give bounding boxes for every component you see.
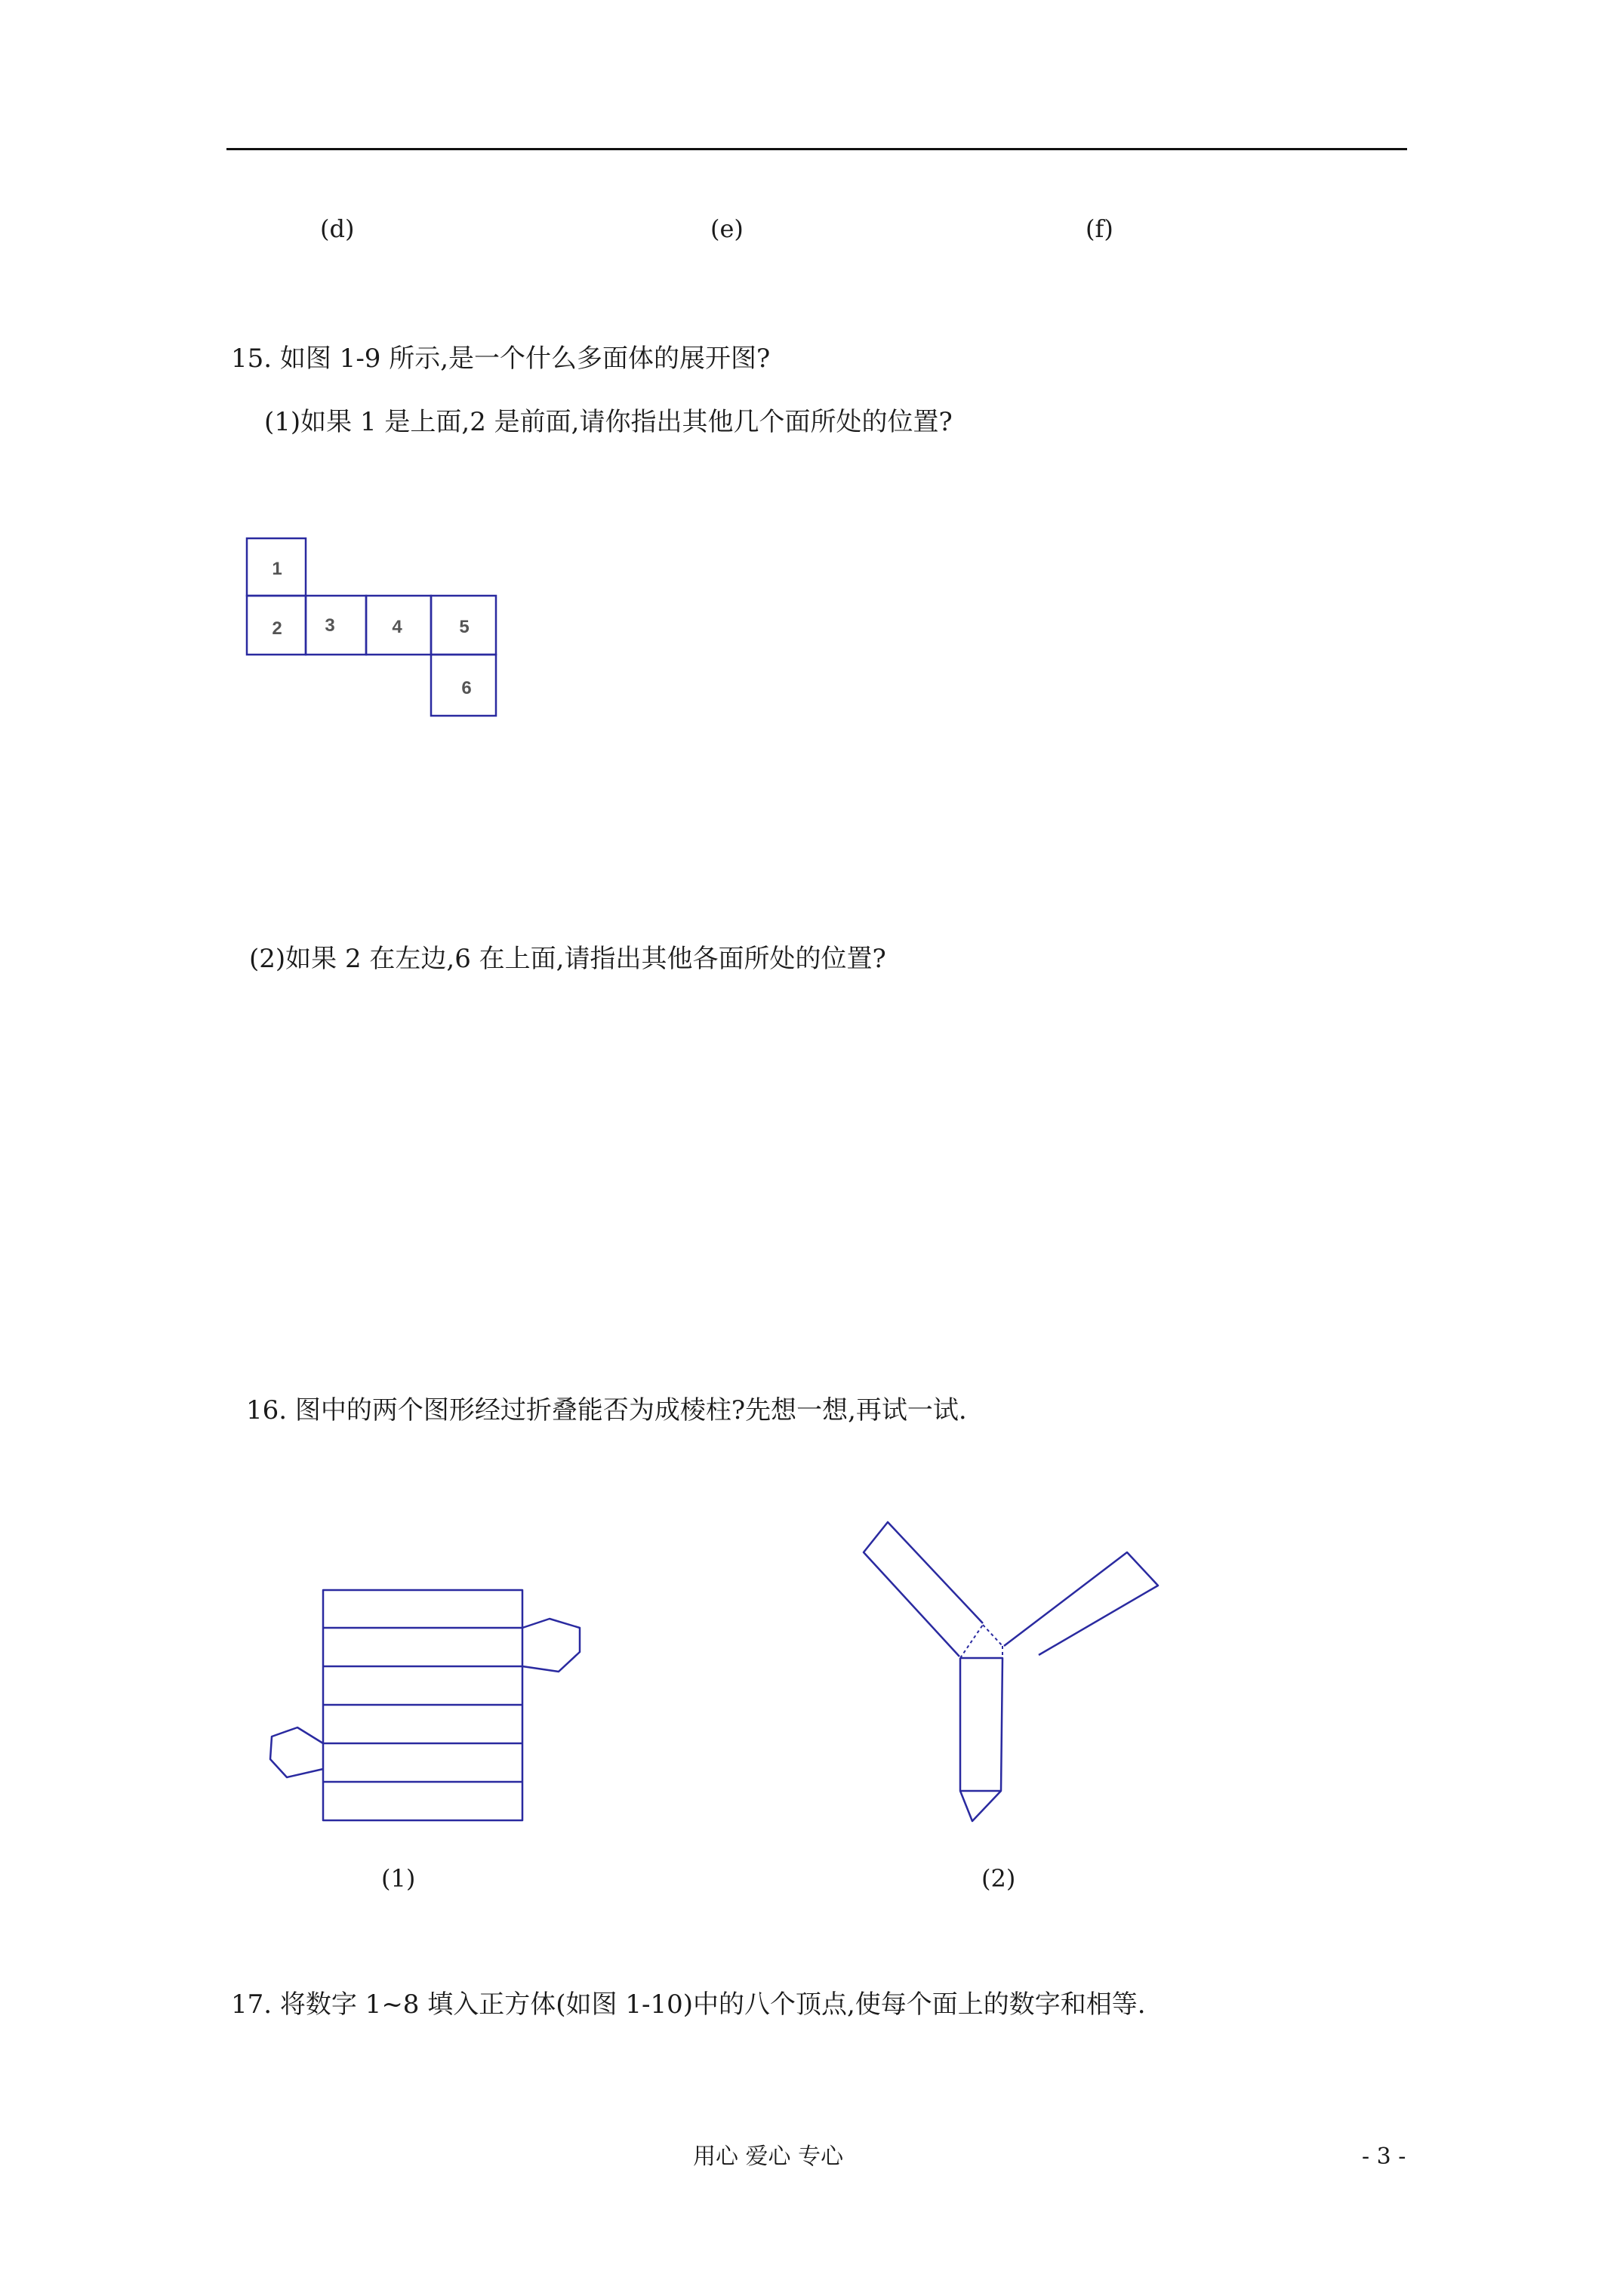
prism-net-figure-1 [249, 1578, 604, 1835]
net-face-4-label: 4 [392, 617, 402, 637]
net-face-3-label: 3 [325, 615, 335, 636]
caption-figure-2: (2) [981, 1864, 1016, 1893]
footer-motto: 用心 爱心 专心 [693, 2143, 844, 2170]
caption-e: (e) [710, 214, 744, 243]
caption-d: (d) [320, 214, 355, 243]
prism-net-figure-2 [845, 1510, 1163, 1842]
q15-part1: (1)如果 1 是上面,2 是前面,请你指出其他几个面所处的位置? [264, 407, 953, 437]
q17-stem: 17. 将数字 1~8 填入正方体(如图 1-10)中的八个顶点,使每个面上的数字和相等. [231, 1989, 1146, 2020]
page-number: - 3 - [1362, 2143, 1406, 2170]
net-face-3-box [306, 596, 366, 655]
header-rule [226, 148, 1407, 150]
net-face-1-label: 1 [272, 559, 282, 579]
q15-stem: 15. 如图 1-9 所示,是一个什么多面体的展开图? [231, 344, 771, 374]
cube-net-figure [242, 529, 513, 725]
caption-f: (f) [1086, 214, 1113, 243]
q16-stem: 16. 图中的两个图形经过折叠能否为成棱柱?先想一想,再试一试. [246, 1395, 967, 1425]
net-face-5-label: 5 [459, 617, 470, 637]
caption-figure-1: (1) [381, 1864, 416, 1893]
net-face-6-label: 6 [461, 678, 472, 698]
net-face-2-label: 2 [272, 618, 282, 639]
q15-part2: (2)如果 2 在左边,6 在上面,请指出其他各面所处的位置? [249, 944, 886, 974]
